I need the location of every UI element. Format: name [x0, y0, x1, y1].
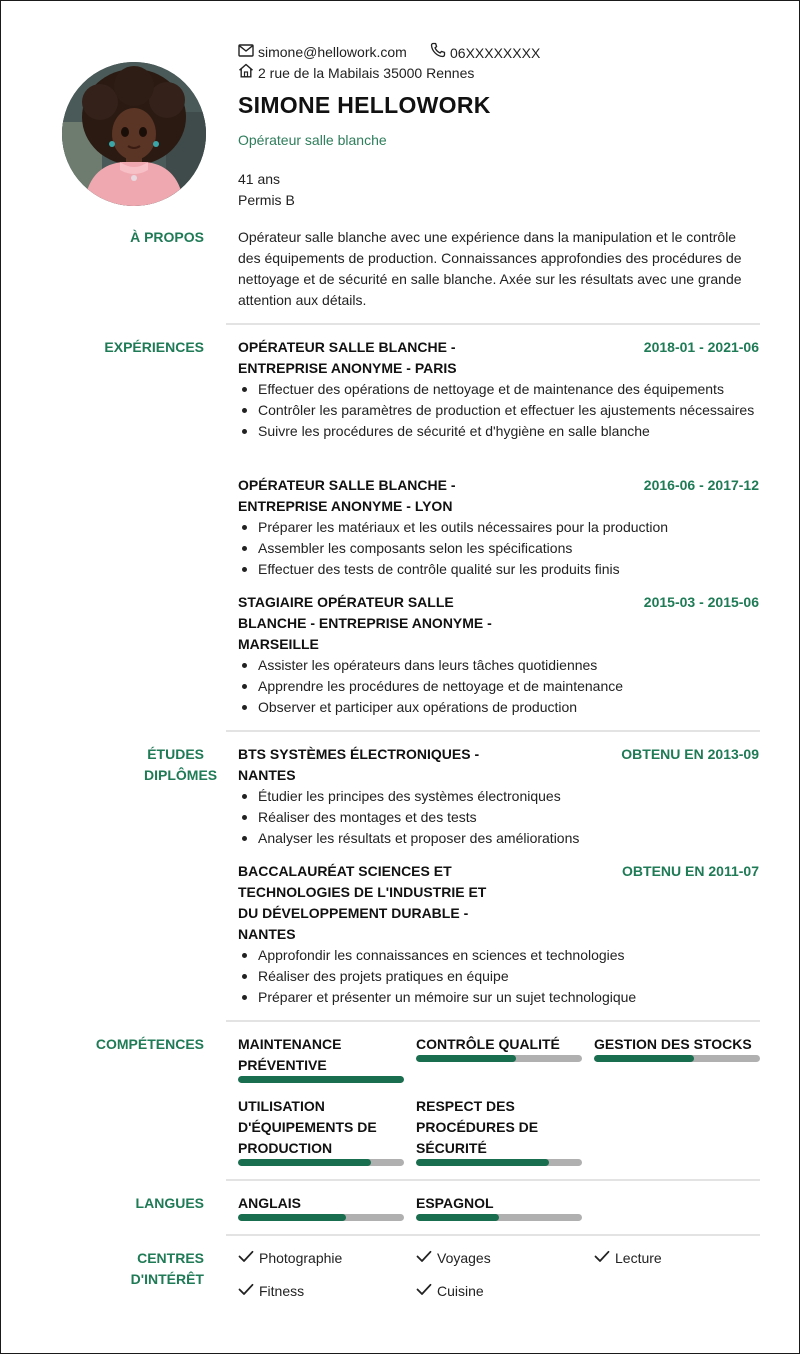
experience-bullets [238, 379, 760, 442]
skill-bar [238, 1159, 404, 1166]
section-divider [226, 1179, 760, 1181]
experience-date: 2018-01 - 2021-06 [643, 339, 759, 355]
skill-name: MAINTENANCE PRÉVENTIVE [238, 1036, 342, 1073]
phone-text[interactable]: 06XXXXXXXX [450, 44, 541, 61]
check-icon [238, 1248, 259, 1269]
skill-bar-fill [416, 1055, 516, 1062]
skill-bar-fill [416, 1159, 549, 1166]
education-bullets [238, 945, 760, 1008]
check-icon [416, 1248, 437, 1269]
skill-bar-fill [238, 1076, 404, 1083]
list-item: Préparer et présenter un mémoire sur un sujet technologique [238, 987, 760, 1008]
section-divider [226, 323, 760, 325]
language-bar-fill [416, 1214, 499, 1221]
section-divider [226, 1020, 760, 1022]
section-label-languages: LANGUES [135, 1195, 204, 1211]
experience-title: OPÉRATEUR SALLE BLANCHE - ENTREPRISE ANONYME - LYON [238, 477, 456, 514]
check-icon [238, 1281, 259, 1302]
interest-item [416, 1248, 491, 1269]
avatar [62, 62, 206, 206]
skill-name: GESTION DES STOCKS [594, 1036, 752, 1052]
section-divider [226, 730, 760, 732]
list-item: Approfondir les connaissances en sciences et technologies [238, 945, 760, 966]
list-item: Effectuer des tests de contrôle qualité sur les produits finis [238, 559, 760, 580]
experience-title: OPÉRATEUR SALLE BLANCHE - ENTREPRISE ANONYME - PARIS [238, 339, 457, 376]
phone-line [430, 42, 540, 64]
language-name: ANGLAIS [238, 1195, 301, 1211]
list-item: Contrôler les paramètres de production et effectuer les ajustements nécessaires [238, 400, 760, 421]
list-item: Suivre les procédures de sécurité et d'hygiène en salle blanche [238, 421, 760, 442]
list-item: Apprendre les procédures de nettoyage et de maintenance [238, 676, 760, 697]
interest-item [594, 1248, 662, 1269]
job-title: Opérateur salle blanche [238, 132, 387, 148]
education-title: BTS SYSTÈMES ÉLECTRONIQUES - NANTES [238, 746, 480, 783]
driving-license: Permis B [238, 192, 295, 208]
section-label-interests: CENTRES D'INTÉRÊT [130, 1250, 204, 1287]
language-name: ESPAGNOL [416, 1195, 494, 1211]
list-item: Réaliser des montages et des tests [238, 807, 760, 828]
list-item: Assembler les composants selon les spécifications [238, 538, 760, 559]
interest-label: Lecture [615, 1250, 662, 1266]
list-item: Étudier les principes des systèmes électroniques [238, 786, 760, 807]
skill-bar-fill [594, 1055, 694, 1062]
section-divider [226, 1234, 760, 1236]
candidate-name: SIMONE HELLOWORK [238, 92, 491, 118]
interest-label: Voyages [437, 1250, 491, 1266]
list-item: Effectuer des opérations de nettoyage et de maintenance des équipements [238, 379, 760, 400]
education-title: BACCALAURÉAT SCIENCES ET TECHNOLOGIES DE L'INDUSTRIE ET DU DÉVELOPPEMENT DURABLE - NANTES [238, 863, 487, 942]
experience-date: 2015-03 - 2015-06 [643, 594, 759, 610]
interest-item [416, 1281, 484, 1302]
experience-date: 2016-06 - 2017-12 [643, 477, 759, 493]
check-icon [594, 1248, 615, 1269]
section-label-skills: COMPÉTENCES [95, 1036, 204, 1052]
skill-bar [594, 1055, 760, 1062]
experience-bullets [238, 655, 760, 718]
skill-bar [416, 1159, 582, 1166]
envelope-icon [238, 42, 258, 63]
language-bar [238, 1214, 404, 1221]
age: 41 ans [238, 171, 281, 187]
education-date: OBTENU EN 2013-09 [621, 746, 759, 762]
interest-label: Cuisine [437, 1283, 484, 1299]
skill-name: UTILISATION D'ÉQUIPEMENTS DE PRODUCTION [238, 1098, 377, 1156]
list-item: Assister les opérateurs dans leurs tâches quotidiennes [238, 655, 760, 676]
section-label-about: À PROPOS [130, 229, 204, 245]
interest-label: Photographie [259, 1250, 343, 1266]
check-icon [416, 1281, 437, 1302]
interest-item [238, 1248, 342, 1269]
skill-bar-fill [238, 1159, 371, 1166]
education-date: OBTENU EN 2011-07 [622, 863, 759, 879]
list-item: Observer et participer aux opérations de production [238, 697, 760, 718]
phone-icon [430, 42, 450, 64]
about-text: Opérateur salle blanche avec une expérience dans la manipulation et le contrôle des équipements de production. Connaissances approfondies des procédures de nettoyage et de sécurité en salle blanche. Axée sur les résultats avec une grande attention aux détails. [238, 229, 742, 308]
address-text: 2 rue de la Mabilais 35000 Rennes [258, 65, 475, 81]
interest-label: Fitness [259, 1283, 305, 1299]
email-line [238, 42, 407, 63]
skill-bar [238, 1076, 404, 1083]
skill-name: CONTRÔLE QUALITÉ [416, 1036, 560, 1052]
interest-item [238, 1281, 304, 1302]
experience-title: STAGIAIRE OPÉRATEUR SALLE BLANCHE - ENTREPRISE ANONYME - MARSEILLE [238, 594, 492, 652]
skill-name: RESPECT DES PROCÉDURES DE SÉCURITÉ [416, 1098, 539, 1156]
list-item: Réaliser des projets pratiques en équipe [238, 966, 760, 987]
email-text[interactable]: simone@hellowork.com [258, 44, 407, 60]
list-item: Analyser les résultats et proposer des améliorations [238, 828, 760, 849]
language-bar-fill [238, 1214, 346, 1221]
home-icon [238, 63, 258, 84]
section-label-education: ÉTUDES DIPLÔMES [144, 746, 218, 783]
section-label-experiences: EXPÉRIENCES [104, 339, 204, 355]
experience-bullets [238, 517, 760, 580]
list-item: Préparer les matériaux et les outils nécessaires pour la production [238, 517, 760, 538]
skill-bar [416, 1055, 582, 1062]
address-line [238, 63, 474, 84]
education-bullets [238, 786, 760, 849]
language-bar [416, 1214, 582, 1221]
